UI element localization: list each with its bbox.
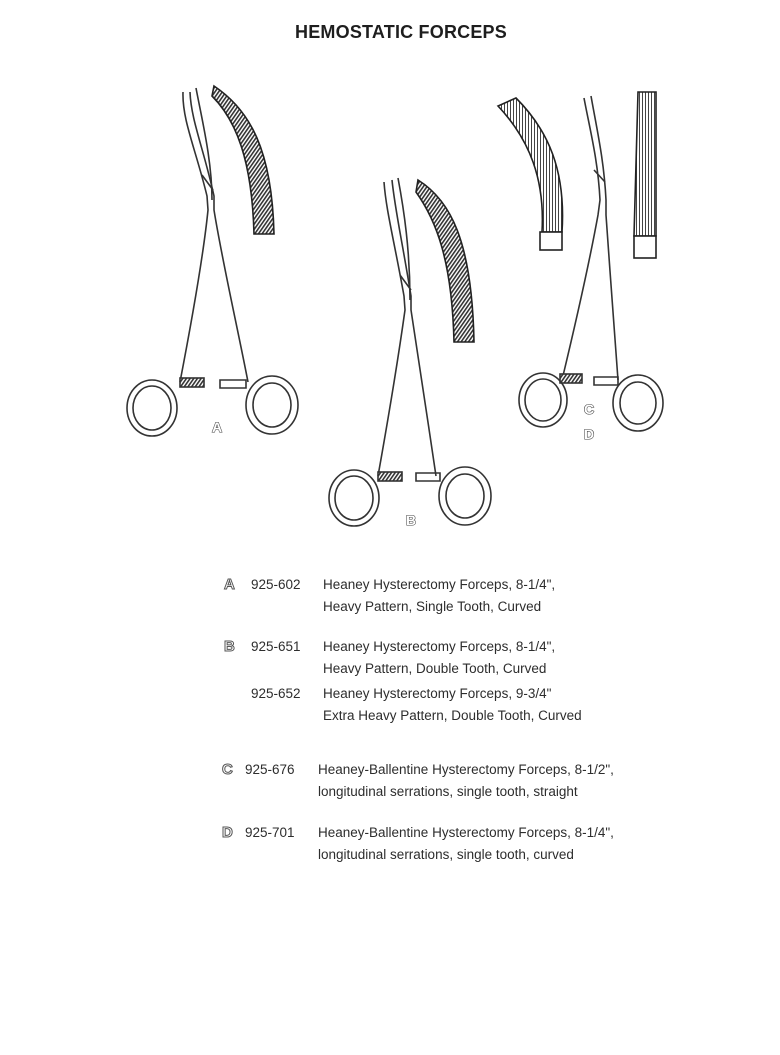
figure-label-c: C [584,401,595,417]
figure-label-b: B [406,512,417,528]
item-mark-c: C [222,761,233,778]
item-description: Heaney-Ballentine Hysterectomy Forceps, 8-1/4", longitudinal serrations, single tooth, curved [318,825,614,862]
item-description: Heaney Hysterectomy Forceps, 8-1/4", Heavy Pattern, Double Tooth, Curved [323,639,556,676]
item-code: 925-651 [251,639,301,654]
item-description: Heaney Hysterectomy Forceps, 9-3/4" Extra Heavy Pattern, Double Tooth, Curved [323,686,582,723]
figure-label-a: A [212,419,223,435]
item-code: 925-701 [245,825,295,840]
item-mark-a: A [224,576,235,593]
page-title: HEMOSTATIC FORCEPS [295,22,507,42]
item-description: Heaney Hysterectomy Forceps, 8-1/4", Heavy Pattern, Single Tooth, Curved [323,577,556,614]
item-code: 925-602 [251,577,301,592]
item-mark-d: D [222,824,233,841]
item-code: 925-676 [245,762,295,777]
figure-label-d: D [584,426,595,442]
item-mark-b: B [224,638,235,655]
item-description: Heaney-Ballentine Hysterectomy Forceps, 8-1/2", longitudinal serrations, single tooth, straight [318,762,614,799]
item-code: 925-652 [251,686,301,701]
